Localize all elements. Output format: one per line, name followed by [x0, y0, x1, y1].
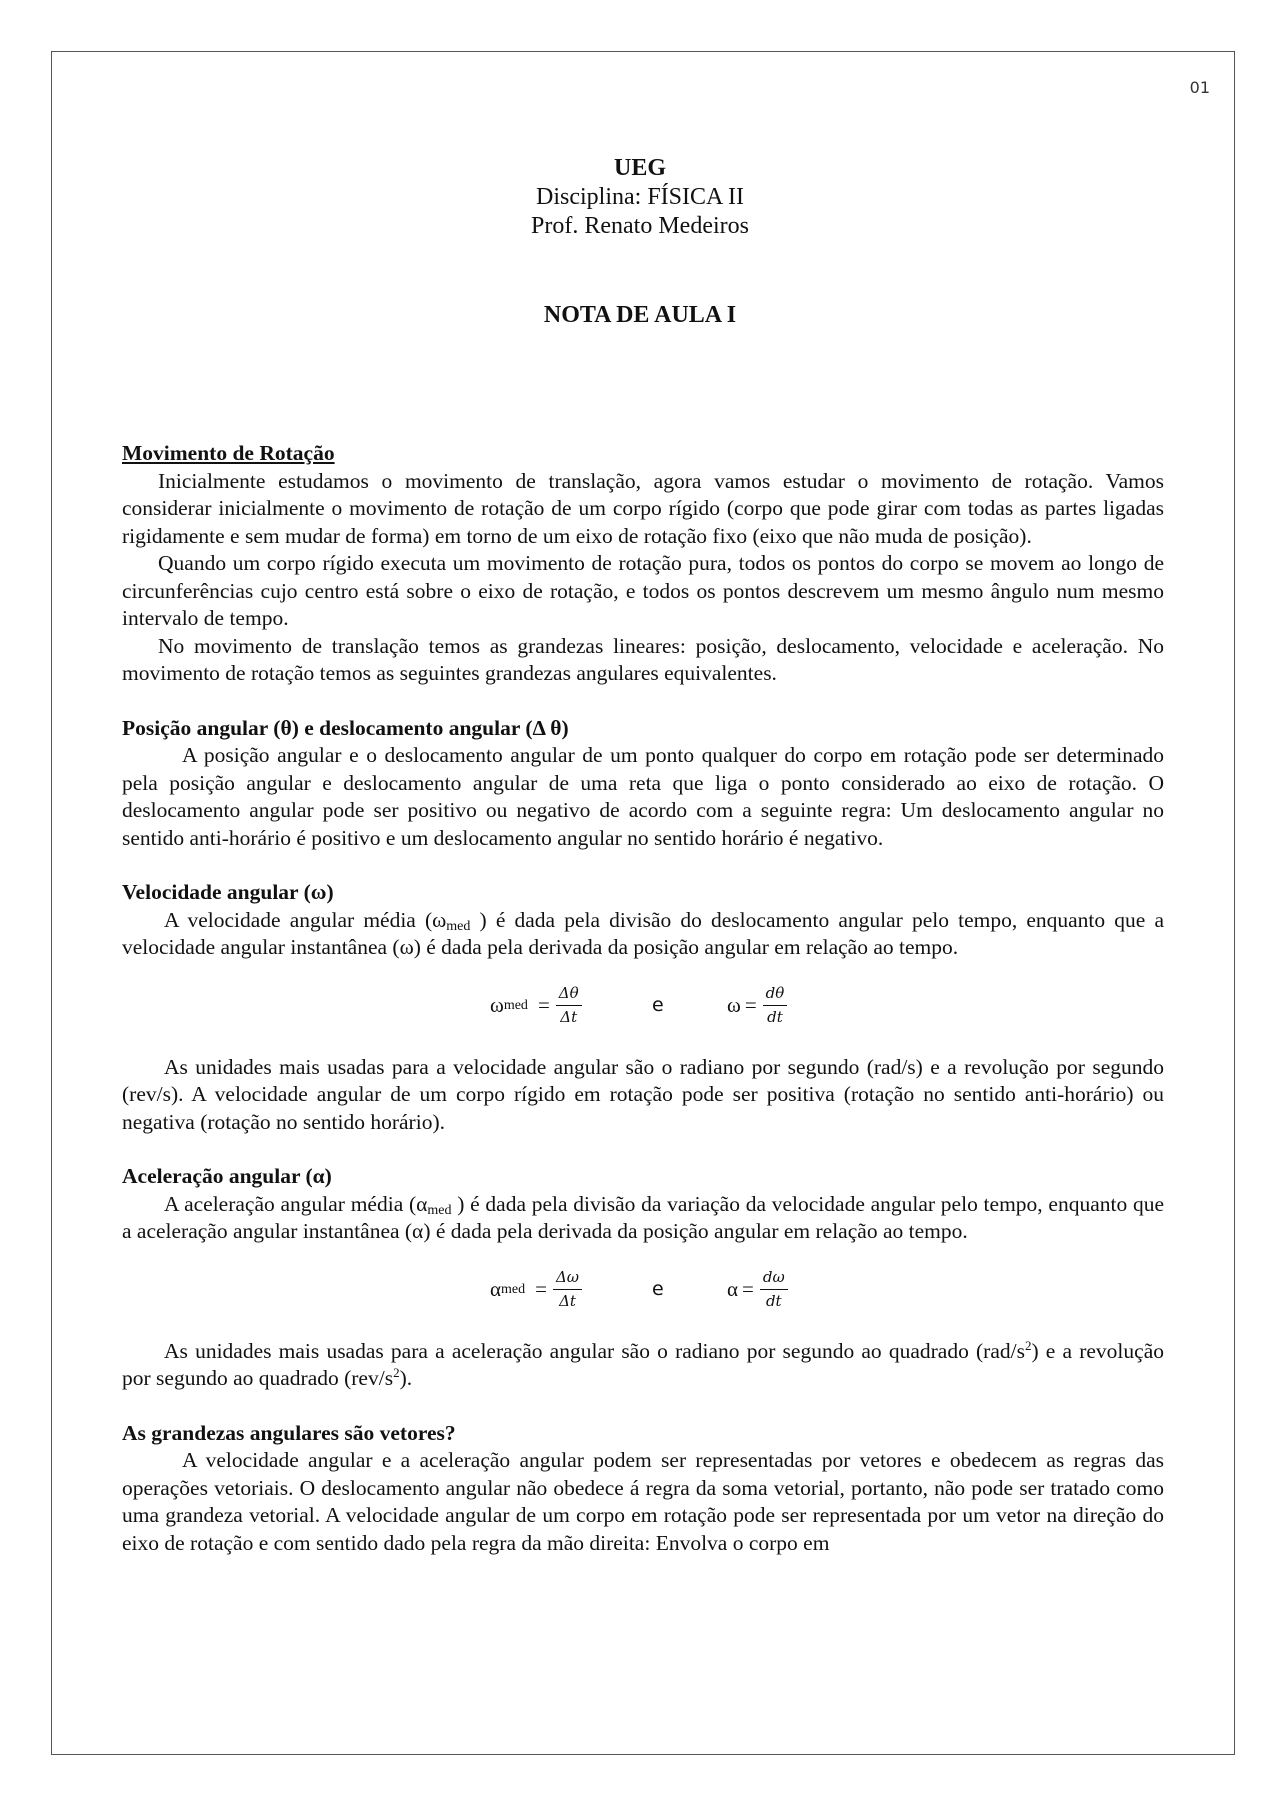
document-header — [0, 154, 1280, 241]
fraction: $\frac{d\omega}{dt}$ — [760, 1268, 788, 1311]
conjunction: e — [652, 993, 664, 1016]
section-heading-angular-position: Posição angular (θ) e deslocamento angular (Δ θ) — [122, 715, 569, 740]
instant-angular-acceleration-equation: α = $\frac{d\omega}{dt}$ — [727, 1264, 788, 1316]
conjunction: e — [652, 1277, 664, 1300]
mean-angular-acceleration-equation: α med = $\frac{\Delta\omega}{\Delta t}$ — [490, 1264, 582, 1316]
section-heading-angular-velocity: Velocidade angular (ω) — [122, 880, 334, 904]
professor: Prof. Renato Medeiros — [531, 213, 749, 239]
angular-acceleration-units-paragraph: As unidades mais usadas para a aceleração angular são o radiano por segundo ao quadrado $(rad/s^2)$ e a revolução por segundo ao quadrado $(rev/s^2)$. — [122, 1337, 1164, 1390]
acceleration-equations — [122, 1264, 1164, 1316]
fraction: $\frac{d\theta}{dt}$ — [763, 984, 788, 1027]
institution: UEG — [613, 155, 666, 181]
intro-paragraph-1: Inicialmente estudamos o movimento de translação, agora vamos estudar o movimento de rotação. Vamos considerar inicialmente o movimento de rotação de um corpo rígido (corpo que pode girar com todas as partes ligadas rigidamente e sem mudar de forma) em torno de um eixo de rotação fixo (eixo que não muda de posição). — [122, 468, 1164, 548]
fraction: $\frac{\Delta\omega}{\Delta t}$ — [553, 1268, 582, 1311]
angular-position-paragraph: A posição angular e o deslocamento angular de um ponto qualquer do corpo em rotação pode ser determinado pela posição angular e deslocamento angular de uma reta que liga o ponto considerado ao eixo de rotação. O deslocamento angular pode ser positivo ou negativo de acordo com a seguinte regra: Um deslocamento angular no sentido anti-horário é positivo e um deslocamento angular no sentido horário é negativo. — [122, 743, 1164, 850]
section-heading-angular-vectors: As grandezas angulares são vetores? — [122, 1420, 456, 1445]
angular-acceleration-paragraph: A aceleração angular média ($\alpha_{med}$ ) é dada pela divisão da variação da velocidade angular pelo tempo, enquanto que a aceleração angular instantânea (α) é dada pela derivada da posição angular em relação ao tempo. — [122, 1191, 1164, 1243]
velocity-equations — [122, 980, 1164, 1032]
angular-velocity-units-paragraph: As unidades mais usadas para a velocidade angular são o radiano por segundo (rad/s) e a revolução por segundo (rev/s). A velocidade angular de um corpo rígido em rotação pode ser positiva (rotação no sentido anti-horário) ou negativa (rotação no sentido horário). — [122, 1054, 1164, 1134]
angular-vectors-paragraph: A velocidade angular e a aceleração angular podem ser representadas por vetores e obedecem as regras das operações vetoriais. O deslocamento angular não obedece á regra da soma vetorial, portanto, não pode ser tratado como uma grandeza vetorial. A velocidade angular de um corpo em rotação pode ser representada por um vetor na direção do eixo de rotação e com sentido dado pela regra da mão direita: Envolva o corpo em — [122, 1448, 1164, 1555]
fraction: $\frac{\Delta\theta}{\Delta t}$ — [556, 984, 582, 1027]
discipline: Disciplina: FÍSICA II — [536, 184, 744, 210]
page-number: 01 — [1189, 78, 1210, 97]
section-heading-angular-acceleration: Aceleração angular (α) — [122, 1164, 332, 1188]
document-body — [122, 440, 1164, 1557]
intro-paragraph-3: No movimento de translação temos as grandezas lineares: posição, deslocamento, velocidade e aceleração. No movimento de rotação temos as seguintes grandezas angulares equivalentes. — [122, 633, 1164, 685]
section-heading-rotation: Movimento de Rotação — [122, 441, 335, 465]
instant-angular-velocity-equation: ω = $\frac{d\theta}{dt}$ — [727, 980, 787, 1032]
intro-paragraph-2: Quando um corpo rígido executa um movimento de rotação pura, todos os pontos do corpo se movem ao longo de circunferências cujo centro está sobre o eixo de rotação, e todos os pontos descrevem um mesmo ângulo num mesmo intervalo de tempo. — [122, 551, 1164, 630]
document-title: NOTA DE AULA I — [543, 302, 737, 328]
mean-angular-velocity-equation: ω med = $\frac{\Delta\theta}{\Delta t}$ — [490, 980, 582, 1032]
angular-velocity-paragraph: A velocidade angular média ($\omega_{med}$ ) é dada pela divisão do deslocamento angular pelo tempo, enquanto que a velocidade angular instantânea (ω) é dada pela derivada da posição angular em relação ao tempo. — [122, 907, 1164, 959]
